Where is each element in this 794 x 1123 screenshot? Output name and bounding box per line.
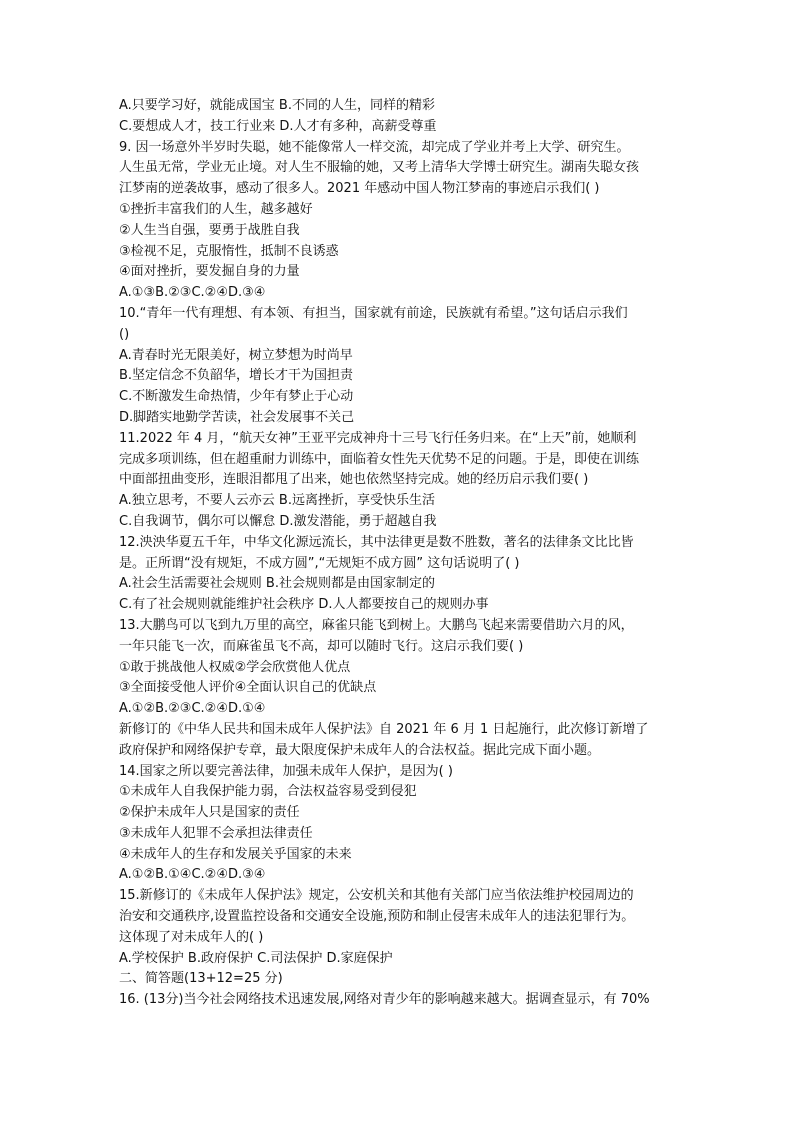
- question-stem: 是。正所谓“没有规矩，不成方圆”,“无规矩不成方圆” 这句话说明了( ): [119, 555, 520, 571]
- question-stem: (): [119, 326, 130, 342]
- question-16-stem: 16. (13分)当今社会网络技术迅速发展,网络对青少年的影响越来越大。据调查显示，有 70%: [119, 992, 650, 1008]
- question-15: [119, 886, 679, 969]
- statement-item: ②人生当自强，要勇于战胜自我: [119, 222, 300, 238]
- answer-options: A.①②B.①④C.②④D.③④: [119, 867, 266, 883]
- answer-option: A.青春时光无限美好，树立梦想为时尚早: [119, 347, 353, 363]
- statement-item: ①未成年人自我保护能力弱，合法权益容易受到侵犯: [119, 784, 417, 800]
- statement-item: ③检视不足，克服惰性，抵制不良诱惑: [119, 243, 339, 259]
- passage-line: 新修订的《中华人民共和国未成年人保护法》自 2021 年 6 月 1 日起施行，此次修订新增了: [119, 721, 649, 737]
- question-stem: 14.国家之所以要完善法律，加强未成年人保护，是因为( ): [119, 763, 453, 779]
- question-13: [119, 616, 679, 720]
- question-stem: 10.“青年一代有理想、有本领、有担当，国家就有前途，民族就有希望。”这句话启示我们: [119, 305, 628, 321]
- statement-item: ③未成年人犯罪不会承担法律责任: [119, 825, 313, 841]
- section-title: 二、简答题(13+12=25 分): [119, 971, 283, 987]
- answer-option: D.脚踏实地勤学苦读，社会发展事不关己: [119, 409, 355, 425]
- statement-item: ③全面接受他人评价④全面认识自己的优缺点: [119, 680, 377, 696]
- question-stem: 一年只能飞一次，而麻雀虽飞不高，却可以随时飞行。这启示我们要( ): [119, 638, 524, 654]
- question-8-options: [119, 96, 679, 138]
- question-stem: 9. 因一场意外半岁时失聪，她不能像常人一样交流，却完成了学业并考上大学、研究生。: [119, 139, 630, 155]
- question-stem: 11.2022 年 4 月，“航天女神”王亚平完成神舟十三号飞行任务归来。在“上天”前，她顺利: [119, 430, 637, 446]
- answer-option: C.自我调节，偶尔可以懈怠 D.激发潜能，勇于超越自我: [119, 513, 437, 529]
- statement-item: ④未成年人的生存和发展关乎国家的未来: [119, 846, 352, 862]
- answer-options: A.①②B.②③C.②④D.①④: [119, 701, 266, 717]
- passage-line: 政府保护和网络保护专章，最大限度保护未成年人的合法权益。据此完成下面小题。: [119, 742, 601, 758]
- question-9: [119, 138, 679, 304]
- statement-item: ②保护未成年人只是国家的责任: [119, 805, 300, 821]
- exam-content: [119, 96, 679, 1011]
- question-stem: 12.泱泱华夏五千年，中华文化源远流长，其中法律更是数不胜数，著名的法律条文比比皆: [119, 534, 634, 550]
- question-10: [119, 304, 679, 429]
- question-stem: 江梦南的逆袭故事，感动了很多人。2021 年感动中国人物江梦南的事迹启示我们( ): [119, 181, 600, 197]
- statement-item: ①敢于挑战他人权威②学会欣赏他人优点: [119, 659, 351, 675]
- question-14: [119, 762, 679, 887]
- question-stem: 治安和交通秩序,设置监控设备和交通安全设施,预防和制止侵害未成年人的违法犯罪行为。: [119, 909, 635, 925]
- answer-option: C.有了社会规则就能维护社会秩序 D.人人都要按自己的规则办事: [119, 597, 489, 613]
- statement-item: ④面对挫折，要发掘自身的力量: [119, 264, 300, 280]
- question-stem: 这体现了对未成年人的( ): [119, 929, 264, 945]
- question-stem: 15.新修订的《未成年人保护法》规定，公安机关和其他有关部门应当依法维护校园周边的: [119, 888, 634, 904]
- answer-option: A.社会生活需要社会规则 B.社会规则都是由国家制定的: [119, 576, 435, 592]
- question-11: [119, 429, 679, 533]
- question-stem: 完成多项训练，但在超重耐力训练中，面临着女性先天优势不足的问题。于是，即使在训练: [119, 451, 640, 467]
- answer-options: A.①③B.②③C.②④D.③④: [119, 285, 266, 301]
- question-stem: 13.大鹏鸟可以飞到九万里的高空，麻雀只能飞到树上。大鹏鸟飞起来需要借助六月的风，: [119, 617, 634, 633]
- question-12: [119, 533, 679, 616]
- answer-option: C.不断激发生命热情，少年有梦止于心动: [119, 389, 354, 405]
- reading-passage: [119, 720, 679, 762]
- question-stem: 人生虽无常，学业无止境。对人生不服输的她，又考上清华大学博士研究生。湖南失聪女孩: [119, 160, 640, 176]
- answer-option: B.坚定信念不负韶华，增长才干为国担责: [119, 368, 354, 384]
- question-stem: 中面部扭曲变形，连眼泪都甩了出来，她也依然坚持完成。她的经历启示我们要( ): [119, 472, 589, 488]
- answer-option: A.独立思考，不要人云亦云 B.远离挫折，享受快乐生活: [119, 493, 435, 509]
- option-line: A.只要学习好，就能成国宝 B.不同的人生，同样的精彩: [119, 98, 435, 113]
- answer-options: A.学校保护 B.政府保护 C.司法保护 D.家庭保护: [119, 950, 393, 966]
- statement-item: ①挫折丰富我们的人生，越多越好: [119, 201, 313, 217]
- option-line: C.要想成人才，技工行业来 D.人才有多种，高薪受尊重: [119, 118, 437, 134]
